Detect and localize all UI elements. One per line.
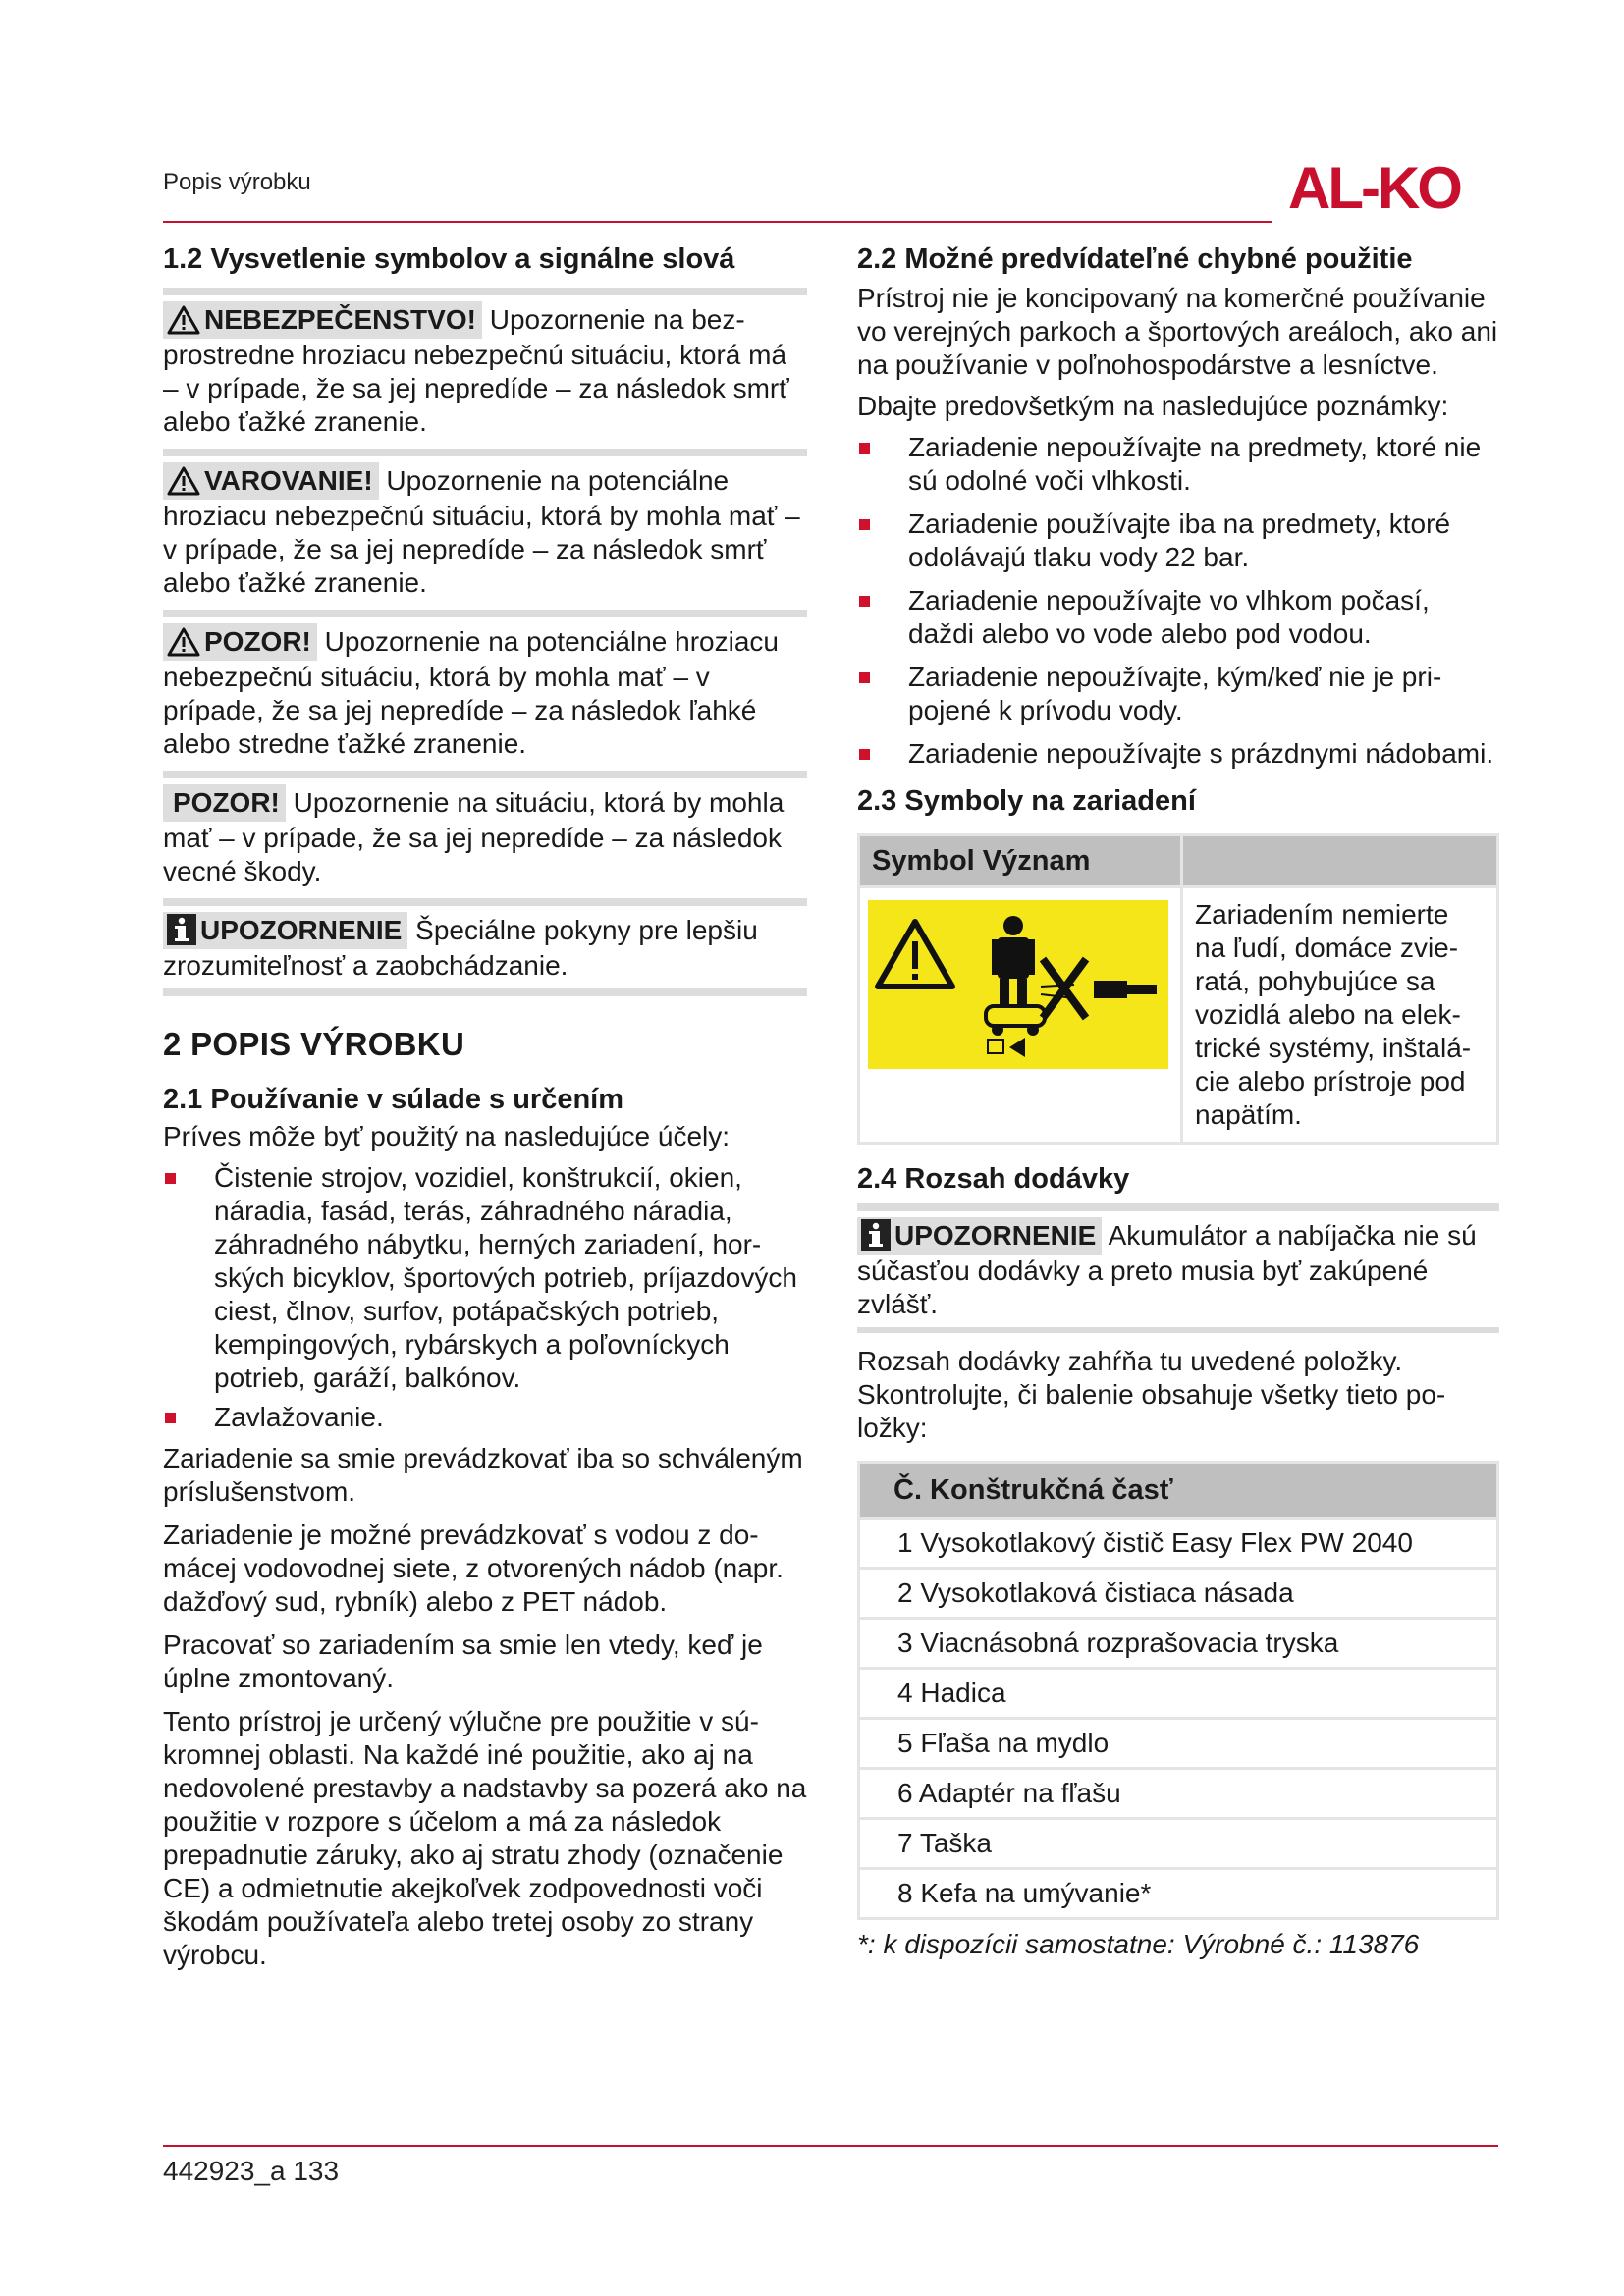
list-item: Zariadenie nepoužívajte na predmety, ktoré nie sú odolné voči vlhkosti.: [857, 431, 1499, 498]
notice-info: [163, 898, 807, 996]
list-item: Zariadenie nepoužívajte, kým/keď nie je pripojené k prívodu vody.: [857, 661, 1499, 727]
header-rule: [163, 221, 1272, 223]
notice-warning-text: Upozornenie na potenciálne hroziacu nebezpečnú situáciu, ktorá by mohla mať – v prípade, že sa jej nepredíde – za následok smrť alebo ťažké zranenie.: [163, 465, 800, 598]
symbol-table: [857, 833, 1499, 1145]
notice-info-text: Špeciálne pokyny pre lepšiu zrozumiteľnosť a zaobchádzanie.: [163, 915, 758, 981]
logo-text: AL-KO: [1288, 157, 1460, 216]
bullet-icon: [165, 1413, 176, 1423]
parts-table: [857, 1461, 1499, 1920]
list-item: Zavlažovanie.: [163, 1401, 807, 1434]
paragraph: Pracovať so zariadením sa smie len vtedy, keď je úplne zmontovaný.: [163, 1629, 763, 1693]
bullet-icon: [859, 749, 870, 760]
tag-info: UPOZORNENIE: [163, 912, 407, 949]
warning-triangle-icon: [167, 627, 200, 657]
bullet-icon: [859, 672, 870, 683]
paragraph: Zariadenie je možné prevádzkovať s vodou z domácej vodovodnej siete, z otvorených nádob (napr. dažďový sud, rybník) alebo z PET nádob.: [163, 1520, 784, 1617]
section-1-2-title: 1.2 Vysvetlenie symbolov a signálne slová: [163, 243, 735, 275]
paragraph: Dbajte predovšetkým na nasledujúce poznámky:: [857, 391, 1449, 421]
list-item: Zariadenie používajte iba na predmety, ktoré odolávajú tlaku vody 22 bar.: [857, 507, 1499, 574]
footer-rule: [163, 2145, 1498, 2147]
notice-delivery: [857, 1203, 1499, 1333]
list-item: Čistenie strojov, vozidiel, konštrukcií, okien, náradia, fasád, terás, záhradného náradia, záhradného nábytku, herných zariadení, horských bicyklov, športových potrieb, príjazdových ciest, člnov, surfov, potápačských potrieb, kempingových, rybárskych a poľovníckych potrieb, garáží, balkónov.: [163, 1161, 807, 1395]
warning-triangle-icon: [167, 466, 200, 496]
section-2-2-title: 2.2 Možné predvídateľné chybné použitie: [857, 243, 1413, 275]
symbol-table-header-empty: [1182, 835, 1498, 887]
notice-delivery-text: Akumulátor a nabíjačka nie sú súčasťou dodávky a preto musia byť zakúpené zvlášť.: [857, 1220, 1477, 1319]
paragraph: Tento prístroj je určený výlučne pre použitie v súkromnej oblasti. Na každé iné použitie, ako aj na nedovolené prestavby a nadstavby sa pozerá ako na použitie v rozpore s účelom a má za následok prepadnutie záruky, ako aj stratu zhody (označenie CE) a odmietnutie akejkoľvek zodpovednosti voči škodám používateľa alebo tretej osoby zo strany výrobcu.: [163, 1706, 807, 1970]
usage-list: [163, 1161, 807, 1434]
section-2-1-title: 2.1 Používanie v súlade s určením: [163, 1084, 624, 1115]
table-row: 1 Vysokotlakový čistič Easy Flex PW 2040: [859, 1519, 1498, 1569]
warning-triangle-icon: [167, 305, 200, 335]
right-column: [857, 240, 1499, 1961]
section-label: Popis výrobku: [163, 169, 311, 195]
table-row: 2 Vysokotlaková čistiaca násada: [859, 1569, 1498, 1619]
table-row: 4 Hadica: [859, 1669, 1498, 1719]
notice-danger: [163, 288, 807, 439]
symbol-cell: [859, 887, 1182, 1144]
tag-danger: NEBEZPEČENSTVO!: [163, 301, 482, 339]
no-spraying-people-icon: [868, 900, 1168, 1069]
table-row: 5 Fľaša na mydlo: [859, 1719, 1498, 1769]
notice-caution-text: Upozornenie na potenciálne hroziacu nebezpečnú situáciu, ktorá by mohla mať – v prípade, že sa jej nepredíde – za následok ľahké alebo stredne ťažké zranenie.: [163, 626, 779, 759]
info-icon: [167, 914, 196, 945]
notice-property: [163, 771, 807, 888]
info-icon: [861, 1219, 891, 1251]
table-row: 6 Adaptér na fľašu: [859, 1769, 1498, 1819]
symbol-meaning: Zariadením nemierte na ľudí, domáce zvieratá, pohybujúce sa vozidlá alebo na elektrické systémy, inštalácie alebo prístroje pod napätím.: [1182, 887, 1498, 1144]
section-2-1-intro: Príves môže byť použitý na nasledujúce účely:: [163, 1121, 731, 1151]
section-2-4-title: 2.4 Rozsah dodávky: [857, 1163, 1130, 1195]
notice-caution: [163, 610, 807, 761]
symbol-table-header: Symbol Význam: [859, 835, 1182, 887]
paragraph: Zariadenie sa smie prevádzkovať iba so schváleným príslušenstvom.: [163, 1443, 803, 1507]
bullet-icon: [859, 519, 870, 530]
bullet-icon: [165, 1173, 176, 1184]
notice-danger-text: Upozornenie na bezprostredne hroziacu nebezpečnú situáciu, ktorá má – v prípade, že sa jej nepredíde – za následok smrť alebo ťažké zranenie.: [163, 304, 789, 437]
misuse-list: [857, 431, 1499, 771]
notice-property-text: Upozornenie na situáciu, ktorá by mohla mať – v prípade, že sa jej nepredíde – za následok vecné škody.: [163, 787, 785, 886]
tag-info: UPOZORNENIE: [857, 1217, 1102, 1255]
paragraph: Prístroj nie je koncipovaný na komerčné používanie vo verejných parkoch a športových areáloch, ako ani na používanie v poľnohospodárstve a lesníctve.: [857, 283, 1498, 380]
tag-caution: POZOR!: [163, 623, 317, 661]
parts-table-header: Č. Konštrukčná časť: [859, 1463, 1498, 1519]
footnote: *: k dispozícii samostatne: Výrobné č.: 113876: [857, 1929, 1420, 1959]
table-row: 8 Kefa na umývanie*: [859, 1869, 1498, 1919]
left-column: [163, 240, 807, 1972]
tag-warning: VAROVANIE!: [163, 462, 379, 500]
bullet-icon: [859, 443, 870, 454]
paragraph: Rozsah dodávky zahŕňa tu uvedené položky. Skontrolujte, či balenie obsahuje všetky tieto položky:: [857, 1346, 1446, 1443]
tag-property: POZOR!: [163, 784, 286, 822]
page-number: 442923_a 133: [163, 2156, 340, 2186]
alko-logo: [1286, 157, 1502, 216]
list-item: Zariadenie nepoužívajte s prázdnymi nádobami.: [857, 737, 1499, 771]
table-row: 7 Taška: [859, 1819, 1498, 1869]
section-2-3-title: 2.3 Symboly na zariadení: [857, 785, 1196, 817]
list-item: Zariadenie nepoužívajte vo vlhkom počasí, daždi alebo vo vode alebo pod vodou.: [857, 584, 1499, 651]
bullet-icon: [859, 596, 870, 607]
table-row: 3 Viacnásobná rozprašovacia tryska: [859, 1619, 1498, 1669]
section-2-title: 2 POPIS VÝROBKU: [163, 1026, 465, 1062]
notice-warning: [163, 449, 807, 600]
